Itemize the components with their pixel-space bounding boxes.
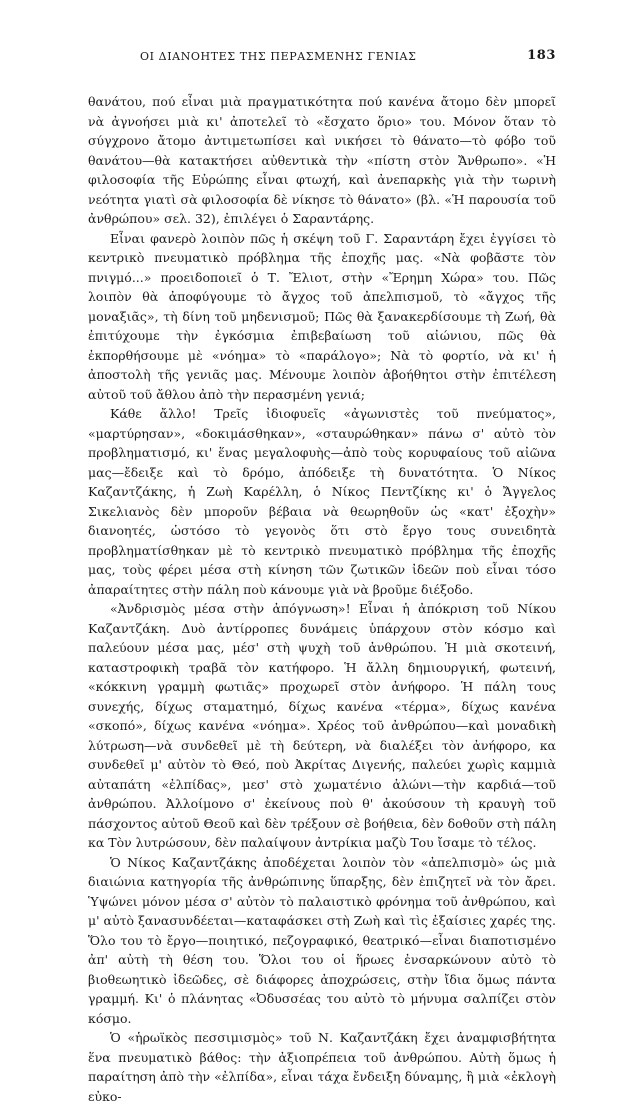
paragraph-2: Εἶναι φανερὸ λοιπὸν πῶς ἡ σκέψη τοῦ Γ. Σαραντάρη ἔχει ἐγγίσει τὸ κεντρικὸ πνευματικὸ πρόβλημα τῆς ἐποχῆς μας. «Νὰ φοβᾶστε τὸν πνιγμό...» προειδοποιεῖ ὁ Τ. Ἔλιοτ, στὴν «Ἔρημη Χώρα» του. Πῶς λοιπὸν θὰ ἀποφύγουμε τὸ ἄγχος τοῦ ἀπελπισμοῦ, τὸ «ἄγχος τῆς μοναξιᾶς», τὴ δίνη τοῦ μηδενισμοῦ; Πῶς θὰ ξανακερδίσουμε τὴ Ζωή, θὰ ἐπιτύχουμε τὴν ἐγκόσμια ἐπιβεβαίωση τοῦ αἰώνιου, πῶς θὰ ἐκπορθήσουμε μὲ «νόημα» τὸ «παράλογο»; Νὰ τὸ φορτίο, νὰ κι' ἡ ἀποστολὴ τῆς γενιᾶς μας. Μένουμε λοιπὸν ἀβοήθητοι στὴν ἐπιτέλεση αὐτοῦ τοῦ ἄθλου ἀπὸ τὴν περασμένη γενιά; [88,230,556,402]
paragraph-3: Κάθε ἄλλο! Τρεῖς ἰδιοφυεῖς «ἀγωνιστὲς τοῦ πνεύματος», «μαρτύρησαν», «δοκιμάσθηκαν», «σταυρώθηκαν» πάνω σ' αὐτὸ τὸν προβληματισμό, κι' ἕνας μεγαλοφυὴς—ἀπὸ τοὺς κορυφαίους τοῦ αἰῶνα μας—ἔδειξε καὶ τὸ δρόμο, ἀπόδειξε τὴ δυνατότητα. Ὁ Νίκος Καζαντζάκης, ἡ Ζωὴ Καρέλλη, ὁ Νίκος Πεντζίκης κι' ὁ Ἄγγελος Σικελιανὸς δὲν μποροῦν βέβαια νὰ θεωρηθοῦν ὡς «κατ' ἐξοχὴν» διανοητές, ὡστόσο τὸ γεγονὸς ὅτι στὸ ἔργο τους συνειδητὰ προβληματίσθηκαν μὲ τὸ κεντρικὸ πνευματικὸ πρόβλημα τῆς ἐποχῆς μας, τοὺς φέρει μέσα στὴ κίνηση τῶν ζωτικῶν ἰδεῶν ποὺ εἶναι τόσο ἀπαραίτητες στὴν πάλη ποὺ κάνουμε γιὰ νὰ βροῦμε διέξοδο. [88,406,556,597]
running-title: ΟΙ ΔΙΑΝΟΗΤΕΣ ΤΗΣ ΠΕΡΑΣΜΕΝΗΣ ΓΕΝΙΑΣ [140,50,417,63]
paragraph-4: «Ἀνδρισμὸς μέσα στὴν ἀπόγνωση»! Εἶναι ἡ ἀπόκριση τοῦ Νίκου Καζαντζάκη. Δυὸ ἀντίρροπες δυνάμεις ὑπάρχουν στὸν κόσμο καὶ παλεύουν μέσα μας, μέσ' στὴ ψυχὴ τοῦ ἀνθρώπου. Ἡ μιὰ σκοτεινή, καταστροφικὴ τραβᾶ τὸν κατήφορο. Ἡ ἄλλη δημιουργική, φωτεινή, «κόκκινη γραμμὴ φωτιᾶς» προχωρεῖ στὸν ἀνήφορο. Ἡ πάλη τους συνεχής, δίχως σταματημό, δίχως κανένα «τέρμα», δίχως κανένα «σκοπό», δίχως κανένα «νόημα». Χρέος τοῦ ἀνθρώπου—καὶ μοναδικὴ λύτρωση—νὰ συνδεθεῖ μὲ τὴ δεύτερη, νὰ διαλέξει τὸν ἀνήφορο, κα συνδεθεῖ μ' αὐτὸν τὸ Θεό, ποὺ Ἀκρίτας Διγενής, παλεύει χωρὶς καμμιὰ αὐταπάτη «ἐλπίδας», μεσ' στὸ χωματένιο ἀλώνι—τὴν καρδιά—τοῦ ἀνθρώπου. Ἀλλοίμονο σ' ἐκείνους ποὺ θ' ἀκούσουν τὴ κραυγὴ τοῦ πάσχοντος αὐτοῦ Θεοῦ καὶ δὲν τρέξουν σὲ βοήθεια, δὲν δοθοῦν στὴ πάλη κα Τὸν λυτρώσουν, δὲν παλαίψουν ἀντρίκια μαζὺ Του ἴσαμε τὸ τέλος. [88,601,556,850]
paragraph-5: Ὁ Νίκος Καζαντζάκης ἀποδέχεται λοιπὸν τὸν «ἀπελπισμὸ» ὡς μιὰ διαιώνια κατηγορία τῆς ἀνθρώπινης ὕπαρξης, δὲν ἐπιζητεῖ νὰ τὸν ἄρει. Ὑψώνει μόνον μέσα σ' αὐτὸν τὸ παλαιστικὸ φρόνημα τοῦ ἀνθρώπου, καὶ μ' αὐτὸ ξανασυνδέεται—καταφάσκει στὴ Ζωὴ καὶ τὶς ἐξαίσιες χαρές της. Ὅλο του τὸ ἔργο—ποιητικό, πεζογραφικό, θεατρικό—εἶναι διαποτισμένο ἀπ' αὐτὴ τὴ θέση του. Ὅλοι του οἱ ἥρωες ἐνσαρκώνουν αὐτὸ τὸ βιοθεωητικὸ ἰδεῶδες, σὲ διάφορες ἀποχρώσεις, στὴν ἴδια ὅμως πάντα γραμμή. Κι' ὁ πλάνητας «Ὀδυσσέας του αὐτὸ τὸ μήνυμα σαλπίζει στὸν κόσμο. [88,854,556,1026]
running-header [88,48,556,68]
page-number: 183 [527,48,556,63]
paragraph-1: θανάτου, πού εἶναι μιὰ πραγματικότητα πού κανένα ἄτομο δὲν μπορεῖ νὰ ἀγνοήσει μιὰ κι' ἀποτελεῖ τὸ «ἔσχατο ὅριο» του. Μόνον ὅταν τὸ σύγχρονο ἄτομο ἀντιμετωπίσει καὶ νικήσει τὸ θάνατο—τὸ φόβο τοῦ θανάτου—θὰ κατακτήσει αὐθεντικὰ τὴν «πίστη στὸν Ἄνθρωπο». «Ἡ φιλοσοφία τῆς Εὐρώπης εἶναι φτωχή, καὶ ἀνεπαρκὴς γιὰ τὴν τωρινὴ νεότητα γιατὶ σὰ φιλοσοφία δὲ νίκησε τὸ θάνατο» (βλ. «Ἡ παρουσία τοῦ ἀνθρώπου» σελ. 32), ἐπιλέγει ὁ Σαραντάρης. [88,94,556,226]
body-text [88,92,556,1106]
paragraph-6: Ὁ «ἡρωϊκὸς πεσσιμισμὸς» τοῦ Ν. Καζαντζάκη ἔχει ἀναμφισβήτητα ἕνα πνευματικὸ βάθος: τὴν ἀξιοπρέπεια τοῦ ἀνθρώπου. Αὐτὴ ὅμως ἡ παραίτηση ἀπὸ τὴν «ἐλπίδα», εἶναι τάχα ἔνδειξη δύναμης, ἢ μιὰ «ἐκλογὴ εὐκο- [88,1030,556,1104]
